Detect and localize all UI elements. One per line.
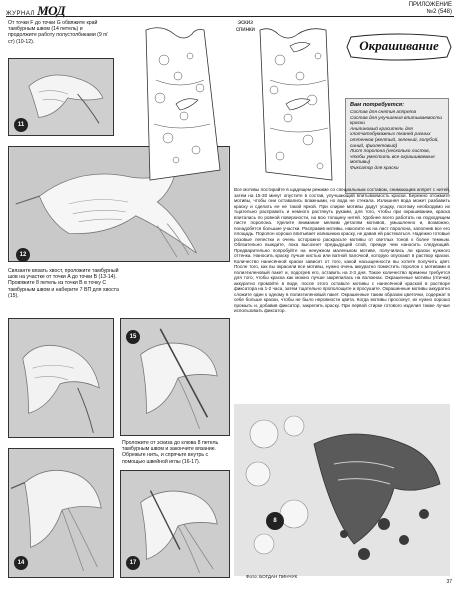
- issue-info: [409, 2, 452, 16]
- magazine-prefix: ЖУРНАЛ: [6, 11, 35, 17]
- caption-steps-10-12: От точки F до точки G обвяжите край тамбурным швом (14 петель) и продолжите работу полустолбиками (9 п/ст) (10-12).: [8, 20, 108, 45]
- sketch-title-line1: эскиз: [238, 20, 253, 26]
- materials-title: Вам потребуется:: [350, 102, 404, 108]
- materials-item: Состав для улучшения впитываемости краски: [350, 115, 442, 127]
- page-number: 37: [446, 579, 452, 585]
- dyeing-instructions: Все мотивы постирайте в щадящем режиме со специальным составом, снимающим аппрет с нитей, затем на 15-30 минут опустите в состав, улучшающий впитываемость краски. Бережно отожмите мотивы, чтобы они оставались влажными, но вода не стекала. Излишняя вода может разбавить краску и сделать ее не такой яркой. При спирке мотивы дадут усадку, поэтому необходимо их тщательно расправить и немного растянуть руками, для того, чтобы при окрашивании, краска впиталась по ровной поверхности, на всю толщину нитей. Удобнее всего работать на подходящем листе поролона. Уделите внимание мелким деталям мотивов, умышленно и, возможно, понадобятся большие участки. Расправив мотивы, наколите их на лист поролона, заполнив все его площадь. Поролон хорошо впитывает излишнюю краску, не давая ей растекаться. Надежно готовые розовые лепестки и очень осторожно раскрасьте мотивы от светлых тонов к более темным. Обязательно выждите, пока высохнет предыдущий слой, прежде чем наносить следующий. Предварительно попробуйте на ненужном маленьком мотиве, получились ли краски нужного оттенка. Наносить краску лучше кистью или ватной палочкой, которую опускают в раствор краски. Количество нанесённой краски зависит от того, какой насыщенности вы хотите получить цвет. После того, как вы окрасили все мотивы, нужно очень аккуратно поместить поролон с мотивами в полиэтиленовый пакет и, подогрев его, оставить на 2-3 дня. Такое количество времени требуется для того, чтобы краска как можно лучше закрепилась на волокнах. Окрашенные мотивы (птички) аккуратно промойте в воде, после этого оставьте мотивы с нанесённой краской в растворе фиксатора на 1-2 часа, затем тщательно прополощите и просушите. Окрашенные мотивы аккуратно сложите один к одному в полиэтиленовый пакет. Окрашенные таким образом цветочки, содержат в себе больше краски, чтобы не было неровности цвета. Когда мотивы просохнут, их нужно хорошо промыть и, добавив фиксатор, закрепить краску. При первой стирке готового изделия также лучше использовать фиксатор.: [234, 187, 450, 313]
- issue-number: №2 (548): [426, 9, 452, 15]
- photo-number-15: 15: [126, 330, 140, 344]
- dyed-crochet-motif: [234, 404, 450, 576]
- photo-dyed-motif: [234, 404, 450, 576]
- photo-credit: Фото: БОГДАН ПИНЧУК: [246, 574, 298, 579]
- sketch-back-diagram: [140, 20, 340, 184]
- magazine-name: МОД: [37, 3, 66, 18]
- caption-steps-13-15: Связанте вязать хвост, проложите тамбурный шов на участке от точки A до точки B (13-14). Провяжите 8 петель из точки B в точку C тамбурным швом и наберите 7 ВП для хвоста (15).: [8, 268, 119, 299]
- materials-item: Состав для снятия аппрета: [350, 110, 417, 115]
- photo-number-14: 14: [14, 556, 28, 570]
- materials-list: [350, 110, 444, 172]
- materials-item: Фиксатор для краски: [350, 165, 399, 171]
- materials-item: Лист поролона (несколько листов, чтобы уместить все окрашиваемые мотивы): [350, 149, 435, 166]
- photo-number-17: 17: [126, 556, 140, 570]
- section-title: Окрашивание: [359, 38, 439, 53]
- photo-13: [8, 318, 114, 438]
- photo-number-12: 12: [16, 248, 30, 262]
- sketch-title-line2: спинки: [236, 27, 255, 33]
- header-rule: [6, 16, 454, 17]
- materials-item: Анилиновый краситель для хлопчатобумажных тканей разных оттенков (желтый, зеленый, голубой, синий, фиолетовый): [350, 126, 439, 149]
- materials-box: [345, 98, 449, 194]
- floral-sketch-svg: [140, 20, 340, 184]
- section-label: ПРИЛОЖЕНИЕ: [408, 2, 452, 8]
- crochet-bird-wing: [9, 319, 113, 437]
- photo-number-11: 11: [14, 118, 28, 132]
- caption-steps-16-17: Проложите от эскиза до клюва 8 петель тамбурным швом и закончите вязание. Обрежьте нить, и спрячьте внутрь с помощью швейной иглы (16-17).: [122, 440, 219, 465]
- photo-number-8: 8: [266, 512, 284, 530]
